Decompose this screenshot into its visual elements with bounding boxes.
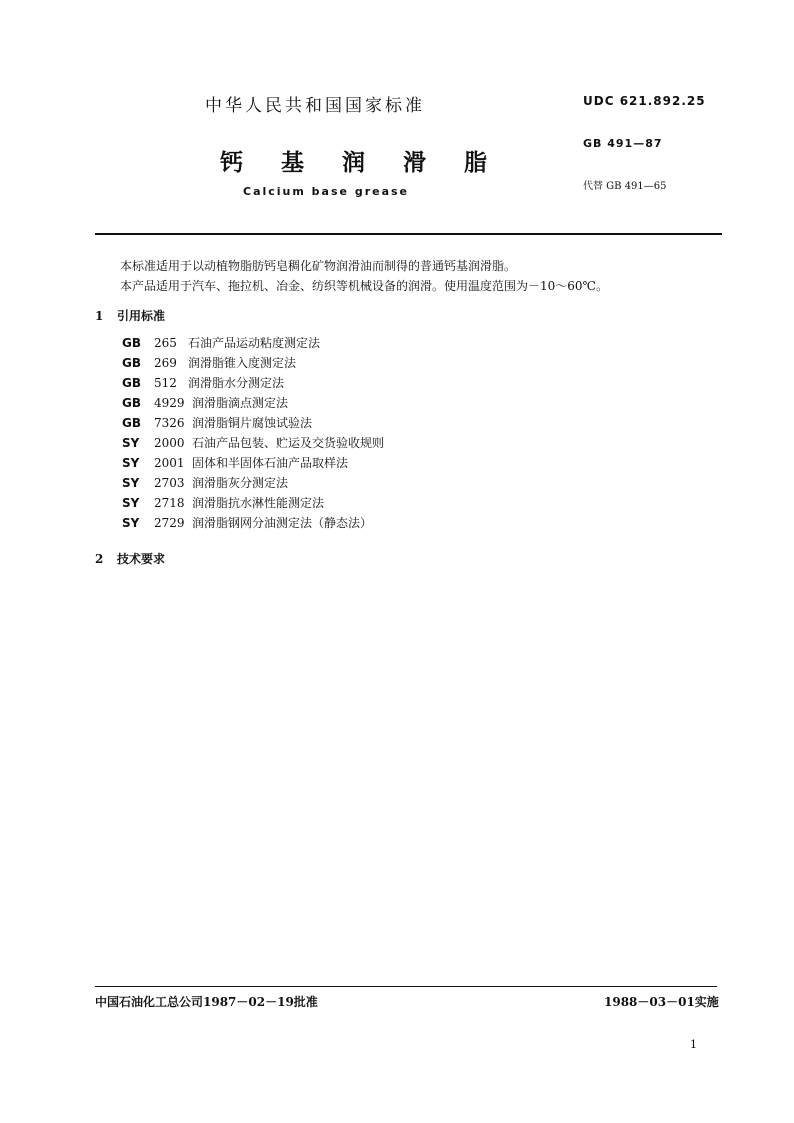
effective-date: 1988－03－01实施 — [604, 995, 719, 1009]
reference-item — [122, 514, 372, 534]
standard-number: GB 491—87 — [583, 137, 663, 150]
reference-item — [122, 334, 320, 354]
reference-item — [122, 374, 284, 394]
reference-title: 润滑脂滴点测定法 — [192, 396, 289, 410]
page-number: 1 — [690, 1038, 697, 1051]
reference-code: SY — [122, 476, 140, 490]
reference-code: SY — [122, 436, 140, 450]
reference-number: 269 — [154, 356, 177, 370]
reference-item — [122, 434, 384, 454]
reference-number: 2001 — [154, 456, 185, 470]
section-heading-references — [95, 307, 165, 324]
reference-item — [122, 414, 312, 434]
reference-title: 润滑脂铜片腐蚀试验法 — [192, 416, 313, 430]
reference-code: SY — [122, 516, 140, 530]
reference-code: GB — [122, 376, 141, 390]
replaces-standard: 代替 GB 491—65 — [583, 181, 667, 192]
reference-number: 2703 — [154, 476, 185, 490]
approval-date: 中国石油化工总公司1987－02－19批准 — [95, 995, 318, 1009]
section-number: 1 — [95, 309, 104, 323]
document-subtitle-english: Calcium base grease — [243, 185, 410, 198]
section-title: 技术要求 — [117, 552, 166, 566]
reference-item — [122, 494, 324, 514]
reference-title: 固体和半固体石油产品取样法 — [192, 456, 349, 470]
reference-title: 润滑脂锥入度测定法 — [188, 356, 297, 370]
reference-code: GB — [122, 396, 141, 410]
reference-item — [122, 454, 348, 474]
reference-item — [122, 474, 288, 494]
reference-code: SY — [122, 496, 140, 510]
reference-code: GB — [122, 356, 141, 370]
intro-paragraph-scope: 本标准适用于以动植物脂肪钙皂稠化矿物润滑油而制得的普通钙基润滑脂。 — [120, 259, 517, 273]
section-title: 引用标准 — [117, 309, 166, 323]
reference-title: 润滑脂钢网分油测定法（静态法） — [192, 516, 373, 530]
reference-code: GB — [122, 416, 141, 430]
reference-item — [122, 354, 296, 374]
footer-divider — [95, 986, 717, 987]
header-divider — [95, 233, 722, 235]
section-heading-technical-requirements — [95, 550, 165, 567]
reference-number: 7326 — [154, 416, 185, 430]
reference-number: 4929 — [154, 396, 185, 410]
reference-title: 润滑脂水分测定法 — [188, 376, 285, 390]
document-title: 钙 基 润 滑 脂 — [220, 149, 503, 176]
issuing-organization: 中华人民共和国国家标准 — [205, 96, 425, 116]
udc-code: UDC 621.892.25 — [583, 94, 706, 108]
reference-title: 润滑脂抗水淋性能测定法 — [192, 496, 325, 510]
reference-number: 2000 — [154, 436, 185, 450]
reference-number: 2729 — [154, 516, 185, 530]
section-number: 2 — [95, 552, 104, 566]
reference-title: 石油产品运动粘度测定法 — [188, 336, 321, 350]
reference-code: GB — [122, 336, 141, 350]
reference-number: 265 — [154, 336, 177, 350]
reference-title: 石油产品包装、贮运及交货验收规则 — [192, 436, 385, 450]
reference-number: 2718 — [154, 496, 185, 510]
reference-number: 512 — [154, 376, 177, 390]
reference-item — [122, 394, 288, 414]
reference-title: 润滑脂灰分测定法 — [192, 476, 289, 490]
reference-code: SY — [122, 456, 140, 470]
intro-paragraph-usage: 本产品适用于汽车、拖拉机、冶金、纺织等机械设备的润滑。使用温度范围为－10～60℃。 — [120, 279, 608, 293]
